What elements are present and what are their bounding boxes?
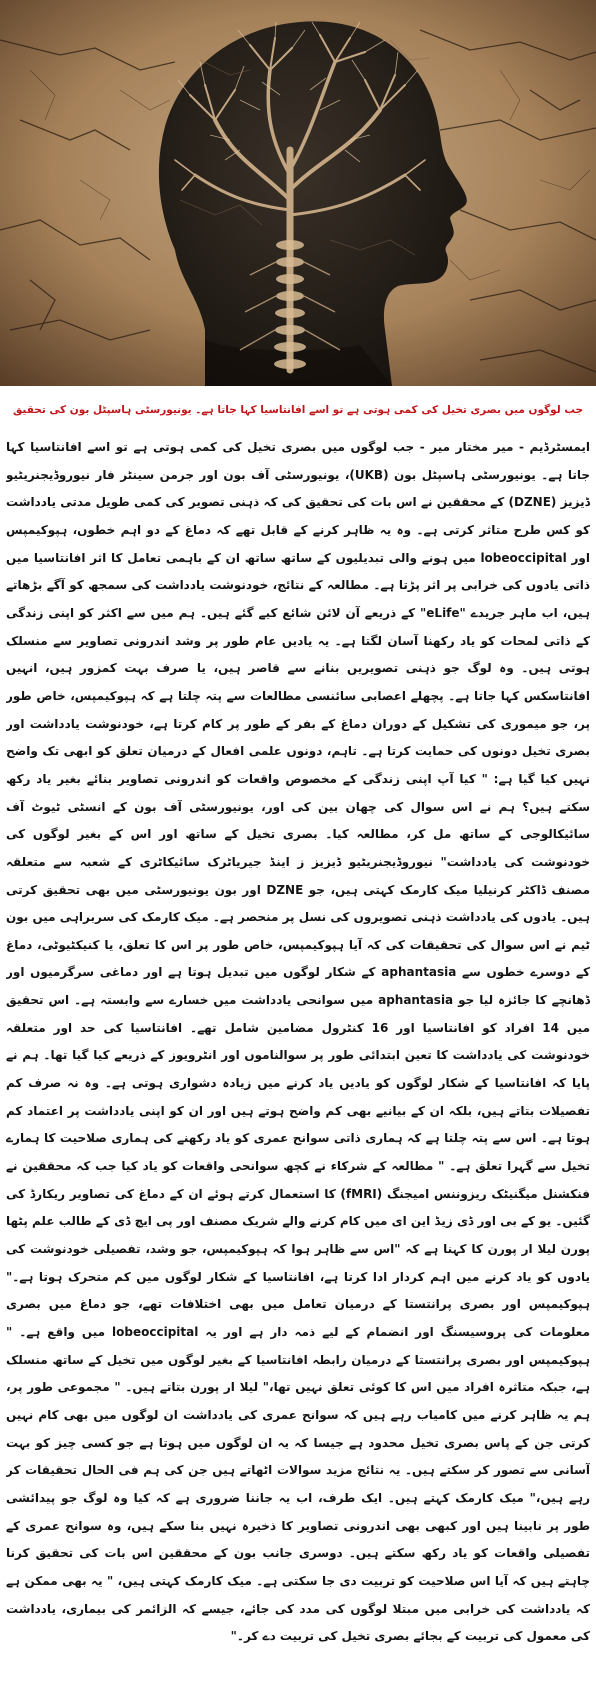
head-silhouette-illustration (0, 0, 596, 386)
article-headline: جب لوگوں میں بصری تخیل کی کمی ہوتی ہے تو اسے افانتاسیا کہا جاتا ہے۔ یونیورسٹی ہاسپٹل بون کی تحقیق (12, 404, 584, 416)
article-hero-image (0, 0, 596, 386)
article-body (6, 434, 590, 1685)
article-paragraph: ایمسٹرڈیم - میر مختار میر - جب لوگوں میں بصری تخیل کی کمی ہوتی ہے تو اسے افانتاسیا کہا جاتا ہے۔ یونیورسٹی ہاسپٹل بون (UKB)، یونیورسٹی آف بون اور جرمن سینٹر فار نیوروڈیجنریٹیو ڈیزیز (DZNE) کے محققین نے اس بات کی تحقیق کی کہ ذہنی تصویر کی کمی طویل مدتی یادداشت کو کس طرح متاثر کرتی ہے۔ وہ یہ ظاہر کرنے کے قابل تھے کہ دماغ کے دو اہم خطوں، ہپوکیمپس اور lobeoccipital میں ہونے والی تبدیلیوں کے ساتھ ساتھ ان کے باہمی تعامل کا اثر افانتاسیا میں ذاتی یادوں کی خرابی پر اثر پڑتا ہے۔ مطالعہ کے نتائج، خودنوشت یادداشت کی سمجھ کو آگے بڑھاتے ہیں، اب ماہر جریدے "eLife" کے ذریعے آن لائن شائع کیے گئے ہیں۔ ہم میں سے اکثر کو اپنی زندگی کے ذاتی لمحات کو یاد رکھنا آسان لگتا ہے۔ یہ یادیں عام طور پر وشد اندرونی تصاویر سے منسلک ہوتی ہیں۔ وہ لوگ جو ذہنی تصویریں بنانے سے قاصر ہیں، یا صرف بہت کمزور ہیں، انہیں افانتاسکس کہا جاتا ہے۔ پچھلے اعصابی سائنسی مطالعات سے پتہ چلتا ہے کہ ہپوکیمپس، خاص طور پر، جو میموری کی تشکیل کے دوران دماغ کے بفر کے طور پر کام کرتا ہے، خودنوشت یادداشت اور بصری تخیل دونوں کی حمایت کرتا ہے۔ تاہم، دونوں علمی افعال کے درمیان تعلق کو ابھی تک واضح نہیں کیا گیا ہے: " کیا آپ اپنی زندگی کے مخصوص واقعات کو اندرونی تصاویر بنائے بغیر یاد رکھ سکتے ہیں؟ ہم نے اس سوال کی چھان بین کی اور، یونیورسٹی آف بون کے انسٹی ٹیوٹ آف سائیکالوجی کے ساتھ مل کر، مطالعہ کیا۔ بصری تخیل کے ساتھ اور اس کے بغیر لوگوں کی خودنوشت کی یادداشت" نیوروڈیجنریٹیو ڈیزیز ز اینڈ جیریاٹرک سائیکاٹری کے شعبہ سے متعلقہ مصنف ڈاکٹر کرنیلیا میک کارمک کہتی ہیں، جو DZNE اور بون یونیورسٹی میں بھی تحقیق کرتی ہیں۔ یادوں کی یادداشت ذہنی تصویروں کی نسل پر منحصر ہے۔ میک کارمک کی سربراہی میں بون ٹیم نے اس سوال کی تحقیقات کی کہ آیا ہپوکیمپس، خاص طور پر اس کا تعلق، یا کنیکٹیوٹی، دماغ کے دوسرے خطوں سے aphantasia کے شکار لوگوں میں تبدیل ہوتا ہے اور دماغی سرگرمیوں اور ڈھانچے کا جائزہ لیا جو aphantasia میں سوانحی یادداشت میں خسارے سے وابستہ ہے۔ اس تحقیق میں 14 افراد کو افانتاسیا اور 16 کنٹرول مضامین شامل تھے۔ افانتاسیا کی حد اور متعلقہ خودنوشت کی یادداشت کا تعین ابتدائی طور پر سوالناموں اور انٹرویوز کے ذریعے کیا گیا تھا۔ ہم نے پایا کہ افانتاسیا کے شکار لوگوں کو یادیں یاد کرنے میں زیادہ دشواری ہوتی ہے۔ وہ نہ صرف کم تفصیلات بتاتے ہیں، بلکہ ان کے بیانیے بھی کم واضح ہوتے ہیں اور ان کو اپنی یادداشت پر اعتماد کم ہوتا ہے۔ اس سے پتہ چلتا ہے کہ ہماری ذاتی سوانح عمری کو یاد رکھنے کی ہماری صلاحیت کا ہمارے تخیل سے گہرا تعلق ہے۔ " مطالعہ کے شرکاء نے کچھ سوانحی واقعات کو یاد کیا جب کہ محققین نے فنکشنل میگنیٹک ریزوننس امیجنگ (fMRI) کا استعمال کرتے ہوئے ان کے دماغ کی تصاویر ریکارڈ کی گئیں۔ یو کے بی اور ڈی زیڈ این ای میں کام کرنے والے شریک مصنف اور پی ایچ ڈی کے طالب علم پٹھا پورن لیلا ار پورن کا کہنا ہے کہ "اس سے ظاہر ہوا کہ ہپوکیمپس، جو وشد، تفصیلی خودنوشت کی یادوں کو یاد کرنے میں اہم کردار ادا کرتا ہے، افانتاسیا کے شکار لوگوں میں کم متحرک ہوتا ہے۔" ہپوکیمپس اور بصری پرانتستا کے درمیان تعامل میں بھی اختلافات تھے، جو دماغ میں بصری معلومات کی پروسیسنگ اور انضمام کے لیے ذمہ دار ہے اور یہ lobeoccipital میں واقع ہے۔ " ہپوکیمپس اور بصری پرانتستا کے درمیان رابطہ افانتاسیا کے بغیر لوگوں میں تخیل کے ساتھ منسلک ہے، جبکہ متاثرہ افراد میں اس کا کوئی تعلق نہیں تھا،" لیلا ار پورن بتاتے ہیں۔ " مجموعی طور پر، ہم یہ ظاہر کرنے میں کامیاب رہے ہیں کہ سوانح عمری کی یادداشت ان لوگوں میں بھی کام نہیں کرتی جن کے پاس بصری تخیل محدود ہے جیسا کہ یہ ان لوگوں میں ہوتا ہے جو کسی چیز کو بہت آسانی سے تصور کر سکتے ہیں۔ یہ نتائج مزید سوالات اٹھاتے ہیں جن کی ہم فی الحال تحقیقات کر رہے ہیں،" میک کارمک کہتے ہیں۔ ایک طرف، اب یہ جاننا ضروری ہے کہ کیا وہ لوگ جو پیدائشی طور پر نابینا ہیں اور کبھی بھی اندرونی تصاویر کا ذخیرہ نہیں بنا سکے ہیں، وہ سوانح عمری کے تفصیلی واقعات کو یاد رکھ سکتے ہیں۔ دوسری جانب بون کے محققین اس بات کی تحقیق کرنا چاہتے ہیں کہ آیا اس صلاحیت کو تربیت دی جا سکتی ہے۔ میک کارمک کہتی ہیں، " یہ بھی ممکن ہے کہ یادداشت کی خرابی میں مبتلا لوگوں کی مدد کی جائے، جیسے کہ الزائمر کی بیماری، یادداشت کی معمول کی تربیت کے بجائے بصری تخیل کی تربیت دے کر۔" (6, 440, 590, 1644)
